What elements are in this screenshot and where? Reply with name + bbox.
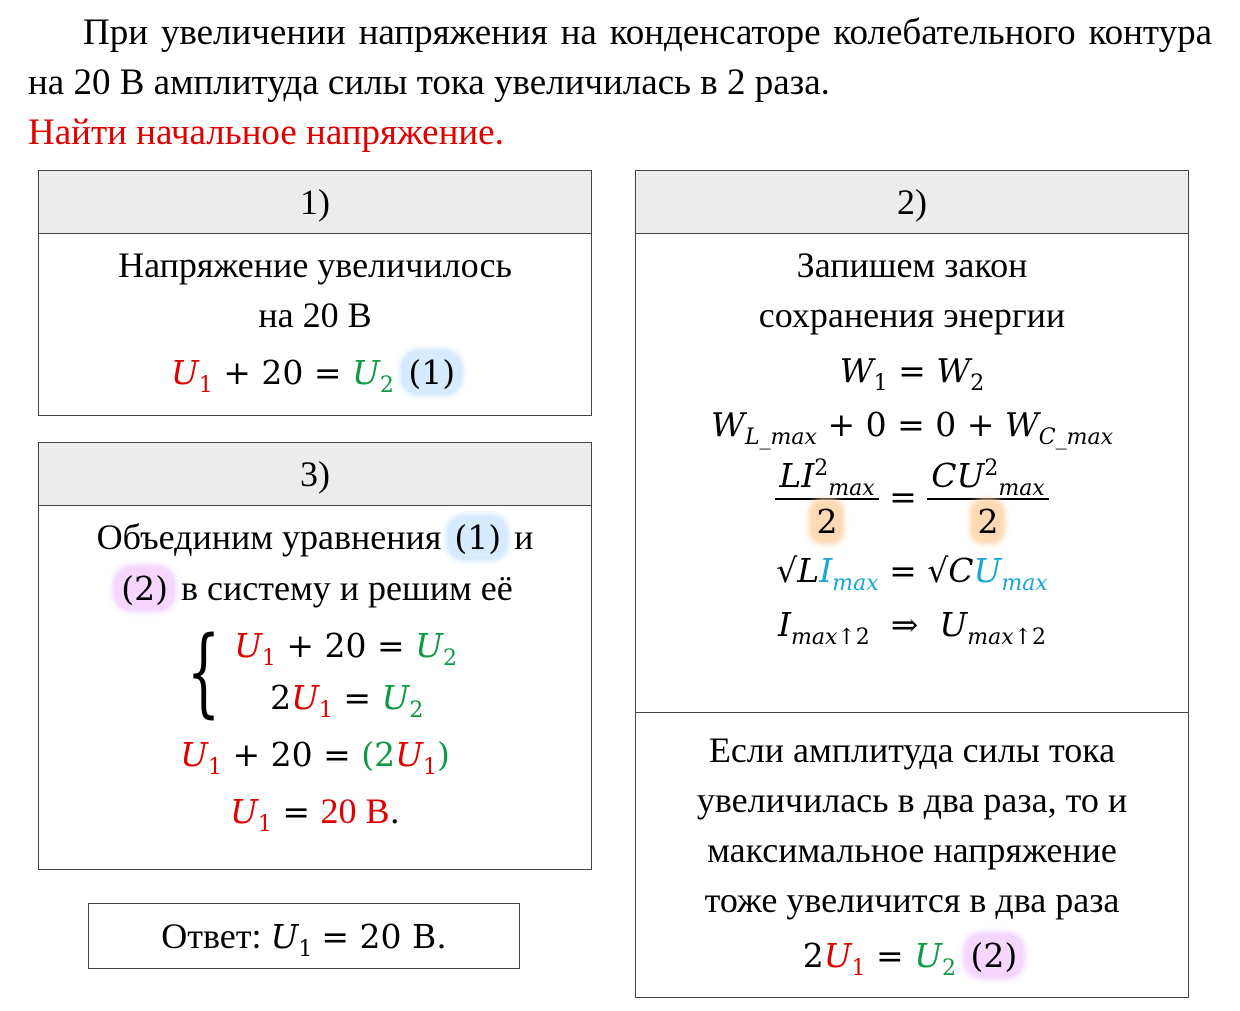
explanation-line1: Если амплитуда силы тока [708,730,1116,770]
step-3-header: 3) [39,443,591,506]
equation-ref-2: (2) [117,569,172,608]
step-1-header: 1) [39,171,591,234]
step-2-text-line2: сохранения энергии [758,295,1066,335]
step-3-box [38,442,592,870]
result-equation: $U_1 = 20$ В. [230,791,400,837]
explanation-line3: максимальное напряжение [707,830,1117,870]
equation-ref-1: (1) [404,353,459,392]
equation-system: { $U_1 + 20 = U_2$ $2U_1 = U_2$ [186,616,457,728]
equation-ref-2: (2) [967,936,1022,975]
problem-question: Найти начальное напряжение. [28,112,504,153]
explanation-line4: тоже увеличится в два раза [704,880,1120,920]
answer-value: = 20 В. [321,917,447,956]
explanation-line2: увеличилась в два раза, то и [696,780,1128,820]
problem-text-line1: При увеличении напряжения на конденсаторе колебательного [83,12,1076,53]
step-2-text-line1: Запишем закон [796,245,1028,285]
problem-statement [28,8,1212,158]
step-2-equation: $2U_1 = U_2$ (2) [636,931,1188,981]
step-2-header: 2) [636,171,1188,234]
energy-components-equation: $W_{L\_max} + 0 = 0 + W_{C\_max}$ [711,405,1113,450]
step-2-box [635,170,1189,998]
problem-text-line2: контура на 20 В амплитуда силы тока увеличилась в 2 раза. [28,12,1213,103]
equation-ref-1: (1) [450,518,505,557]
step-3-text-line1: Объединим уравнения (1) и [96,517,534,557]
substitution-equation: $U_1 + 20 = (2U_1)$ [180,735,450,780]
step-1-text-line1: Напряжение увеличилось [118,245,512,285]
step-3-text-line2: (2) в систему и решим её [39,563,591,614]
energy-fraction-equation: $\frac{LI^2_{max}}{2}$ = $\frac{CU^2_{max}}{2}$ [636,454,1188,544]
brace-icon: { [186,616,221,728]
answer-label: Ответ: [161,916,262,956]
answer-box: Ответ: $U_1 = 20$ В. [88,903,520,969]
step-1-text-line2: на 20 В [258,295,372,335]
sqrt-equation: $√LI_{max} = √CU_{max}$ [776,551,1048,596]
energy-equation: $W_1 = W_2$ [839,351,985,396]
step-1-equation: $U_1 + 20 = U_2$ (1) [39,348,591,398]
step-1-box [38,170,592,416]
implication-equation: $I_{max↑2}$ ⇒ $U_{max↑2}$ [777,605,1047,650]
